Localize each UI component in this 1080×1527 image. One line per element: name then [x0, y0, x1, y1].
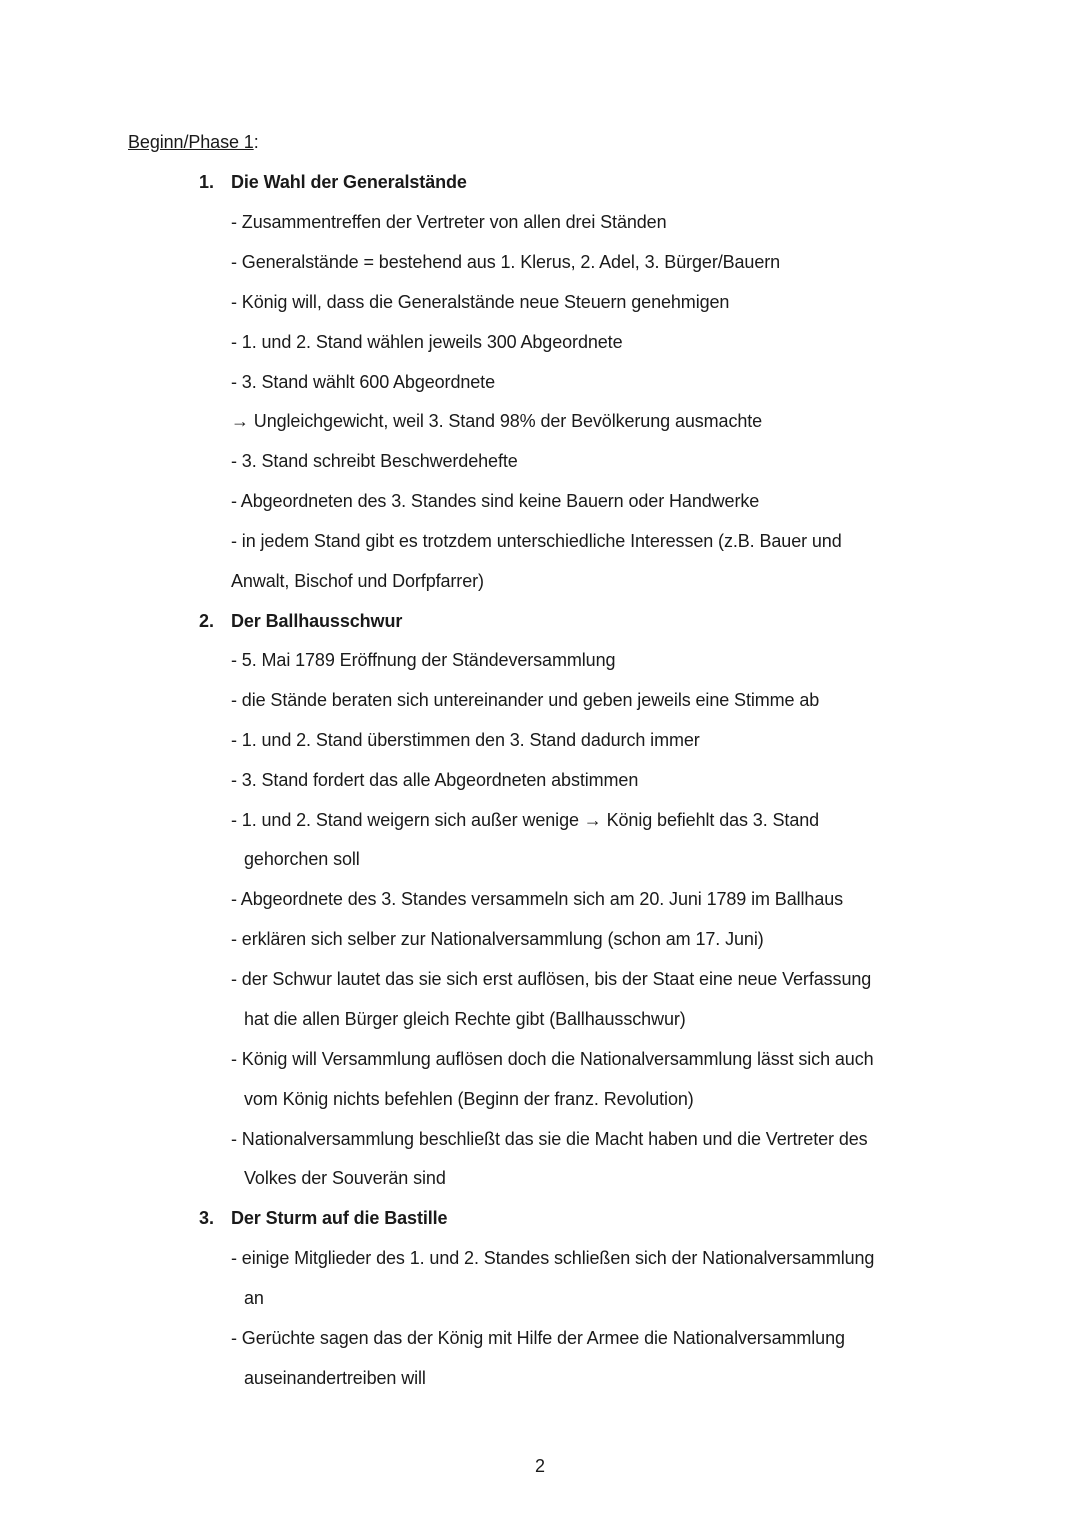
list-item-continuation: hat die allen Bürger gleich Rechte gibt (Ballhausschwur) — [244, 1009, 686, 1029]
list-item: - Gerüchte sagen das der König mit Hilfe der Armee die Nationalversammlung — [231, 1328, 845, 1348]
list-item: - 3. Stand schreibt Beschwerdehefte — [231, 451, 518, 471]
list-item: - Nationalversammlung beschließt das sie die Macht haben und die Vertreter des — [231, 1129, 868, 1149]
list-item-continuation: Anwalt, Bischof und Dorfpfarrer) — [231, 571, 484, 591]
list-item-continuation: gehorchen soll — [244, 849, 360, 869]
list-item: - 1. und 2. Stand weigern sich außer wenige → König befiehlt das 3. Stand — [231, 810, 820, 830]
list-item: - Generalstände = bestehend aus 1. Klerus, 2. Adel, 3. Bürger/Bauern — [231, 252, 781, 272]
list-item: - Zusammentreffen der Vertreter von allen drei Ständen — [231, 212, 667, 232]
list-item: - einige Mitglieder des 1. und 2. Standes schließen sich der Nationalversammlung — [231, 1248, 875, 1268]
list-item: - 3. Stand fordert das alle Abgeordneten abstimmen — [231, 770, 639, 790]
list-item: - Abgeordnete des 3. Standes versammeln sich am 20. Juni 1789 im Ballhaus — [231, 889, 844, 909]
heading-number: 3. — [199, 1208, 215, 1228]
list-item: - 3. Stand wählt 600 Abgeordnete — [231, 372, 495, 392]
list-item: - in jedem Stand gibt es trotzdem unterschiedliche Interessen (z.B. Bauer und — [231, 531, 842, 551]
heading-ballhausschwur: Der Ballhausschwur — [231, 611, 403, 631]
list-item: - die Stände beraten sich untereinander und geben jeweils eine Stimme ab — [231, 690, 820, 710]
list-item: - 5. Mai 1789 Eröffnung der Ständeversammlung — [231, 650, 616, 670]
list-item-continuation: auseinandertreiben will — [244, 1368, 426, 1388]
list-item: - 1. und 2. Stand wählen jeweils 300 Abgeordnete — [231, 332, 623, 352]
list-item: - König will Versammlung auflösen doch die Nationalversammlung lässt sich auch — [231, 1049, 874, 1069]
list-item-continuation: an — [244, 1288, 264, 1308]
list-item: - erklären sich selber zur Nationalversammlung (schon am 17. Juni) — [231, 929, 764, 949]
page-number: 2 — [535, 1456, 545, 1476]
list-item: - der Schwur lautet das sie sich erst auflösen, bis der Staat eine neue Verfassung — [231, 969, 872, 989]
heading-number: 2. — [199, 611, 215, 631]
list-item: - König will, dass die Generalstände neue Steuern genehmigen — [231, 292, 730, 312]
section-title-text: Beginn/Phase 1 — [128, 132, 254, 152]
heading-sturm-auf-die-bastille: Der Sturm auf die Bastille — [231, 1208, 448, 1228]
list-item-arrow: → Ungleichgewicht, weil 3. Stand 98% der Bevölkerung ausmachte — [231, 411, 763, 431]
list-item-continuation: vom König nichts befehlen (Beginn der franz. Revolution) — [244, 1089, 694, 1109]
heading-wahl-der-generalstaende: Die Wahl der Generalstände — [231, 172, 467, 192]
section-title-colon: : — [253, 132, 259, 152]
section-title — [128, 130, 259, 154]
heading-number: 1. — [199, 172, 215, 192]
list-item: - 1. und 2. Stand überstimmen den 3. Stand dadurch immer — [231, 730, 700, 750]
list-item: - Abgeordneten des 3. Standes sind keine Bauern oder Handwerke — [231, 491, 760, 511]
list-item-continuation: Volkes der Souverän sind — [244, 1168, 446, 1188]
